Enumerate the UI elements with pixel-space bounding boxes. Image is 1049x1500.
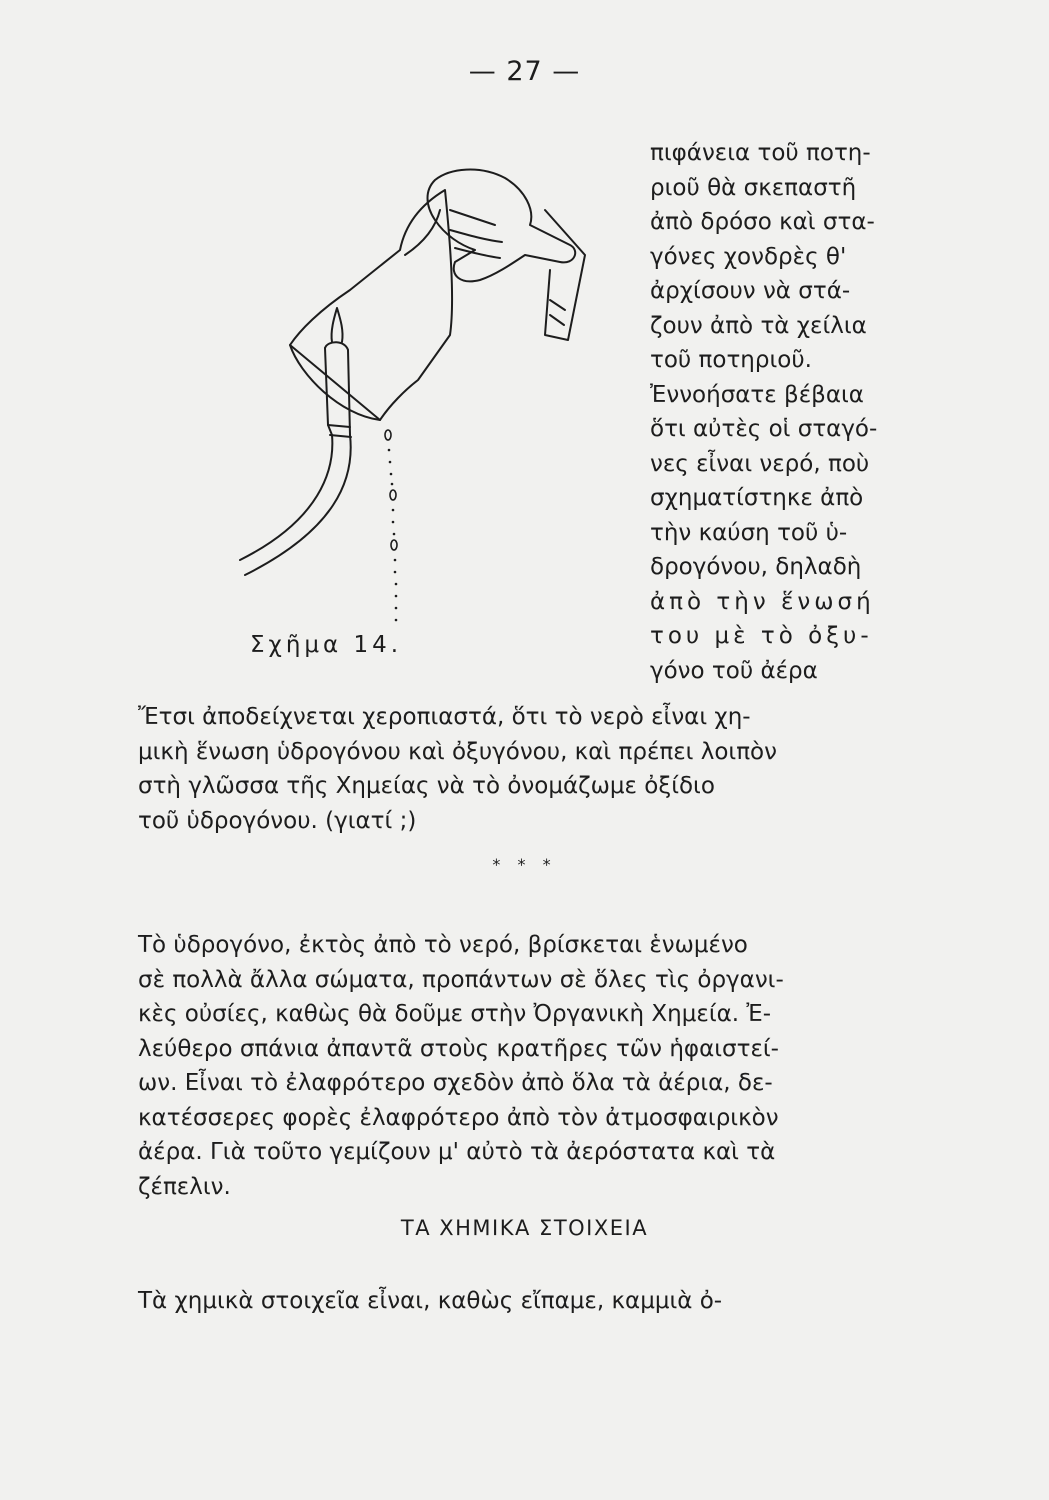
figure-illustration (150, 150, 650, 670)
paragraph-chemical-elements (138, 1284, 950, 1319)
sleeve-hatch (550, 300, 565, 325)
page-number: — 27 — (468, 56, 581, 87)
figure-caption: Σχῆμα 14. (250, 632, 403, 658)
text-line: γόνες χονδρὲς θ' (650, 243, 847, 270)
text-line: κατέσσερες φορὲς ἐλαφρότερο ἀπὸ τὸν ἀτμοσφαιρικὸν (138, 1104, 779, 1131)
text-line: Τὰ χημικὰ στοιχεῖα εἶναι, καθὼς εἴπαμε, καμμιὰ ὀ- (138, 1288, 723, 1314)
text-line: σχηματίστηκε ἀπὸ (650, 485, 864, 511)
hand-finger-1 (450, 210, 495, 225)
text-line: μικὴ ἕνωση ὑδρογόνου καὶ ὀξυγόνου, καὶ πρέπει λοιπὸν (138, 738, 777, 765)
text-line: στὴ γλῶσσα τῆς Χημείας νὰ τὸ ὀνομάζωμε ὀξίδιο (138, 773, 715, 799)
burner-flame (332, 308, 343, 342)
text-line: πιφάνεια τοῦ ποτη- (650, 140, 871, 166)
hand-finger-3 (455, 248, 500, 258)
text-line: σὲ πολλὰ ἄλλα σώματα, προπάντων σὲ ὅλες τὶς ὀργανι- (138, 966, 784, 993)
text-line: γόνο τοῦ ἀέρα (650, 657, 818, 684)
burner-nozzle (325, 342, 348, 350)
text-line: ἀπὸ δρόσο καὶ στα- (650, 209, 875, 235)
text-line: τοῦ ποτηριοῦ. (650, 347, 812, 373)
text-line: Ἐννοήσατε βέβαια (650, 381, 864, 408)
text-line: του μὲ τὸ ὀξυ- (650, 623, 873, 649)
text-line: λεύθερο σπάνια ἀπαντᾶ στοὺς κρατῆρες τῶν ἡφαιστεί- (138, 1035, 779, 1062)
text-line: Ἔτσι ἀποδείχνεται χεροπιαστά, ὅτι τὸ νερὸ εἶναι χη- (138, 704, 751, 730)
text-line: ἀπὸ τὴν ἕνωσή (650, 588, 875, 615)
right-column-text (650, 136, 980, 688)
text-line: τὴν καύση τοῦ ὑ- (650, 519, 848, 546)
glass-outline (290, 190, 452, 420)
text-line: ἀρχίσουν νὰ στά- (650, 278, 851, 304)
water-drops (385, 430, 397, 550)
text-line: κὲς οὐσίες, καθὼς θὰ δοῦμε στὴν Ὀργανικὴ Χημεία. Ἐ- (138, 1001, 772, 1027)
text-line: ζουν ἀπὸ τὰ χείλια (650, 312, 867, 339)
text-line: Τὸ ὑδρογόνο, ἐκτὸς ἀπὸ τὸ νερό, βρίσκεται ἑνωμένο (138, 932, 748, 958)
hand-finger-2 (450, 230, 502, 242)
inverted-glass-over-burner-illustration (150, 150, 650, 670)
drip-dots (388, 449, 398, 622)
section-separator: * * * (492, 855, 557, 874)
text-line: δρογόνου, δηλαδὴ (650, 554, 862, 580)
text-line: ἀέρα. Γιὰ τοῦτο γεμίζουν μ' αὐτὸ τὰ ἀερόστατα καὶ τὰ (138, 1139, 776, 1165)
text-line: νες εἶναι νερό, ποὺ (650, 450, 870, 477)
section-heading: ΤΑ ΧΗΜΙΚΑ ΣΤΟΙΧΕΙΑ (400, 1216, 649, 1240)
text-line: ὅτι αὐτὲς οἱ σταγό- (650, 416, 878, 442)
sleeve-outline (545, 210, 585, 340)
text-line: τοῦ ὑδρογόνου. (γιατί ;) (138, 807, 417, 834)
text-line: ριοῦ θὰ σκεπαστῆ (650, 174, 857, 201)
paragraph-water-compound (138, 700, 950, 838)
paragraph-hydrogen-occurrence (138, 928, 950, 1204)
text-line: ζέπελιν. (138, 1173, 231, 1200)
glass-inner-line (405, 210, 440, 255)
hand-outline (428, 170, 576, 282)
text-line: ων. Εἶναι τὸ ἐλαφρότερο σχεδὸν ἀπὸ ὅλα τὰ ἀέρια, δε- (138, 1070, 773, 1096)
